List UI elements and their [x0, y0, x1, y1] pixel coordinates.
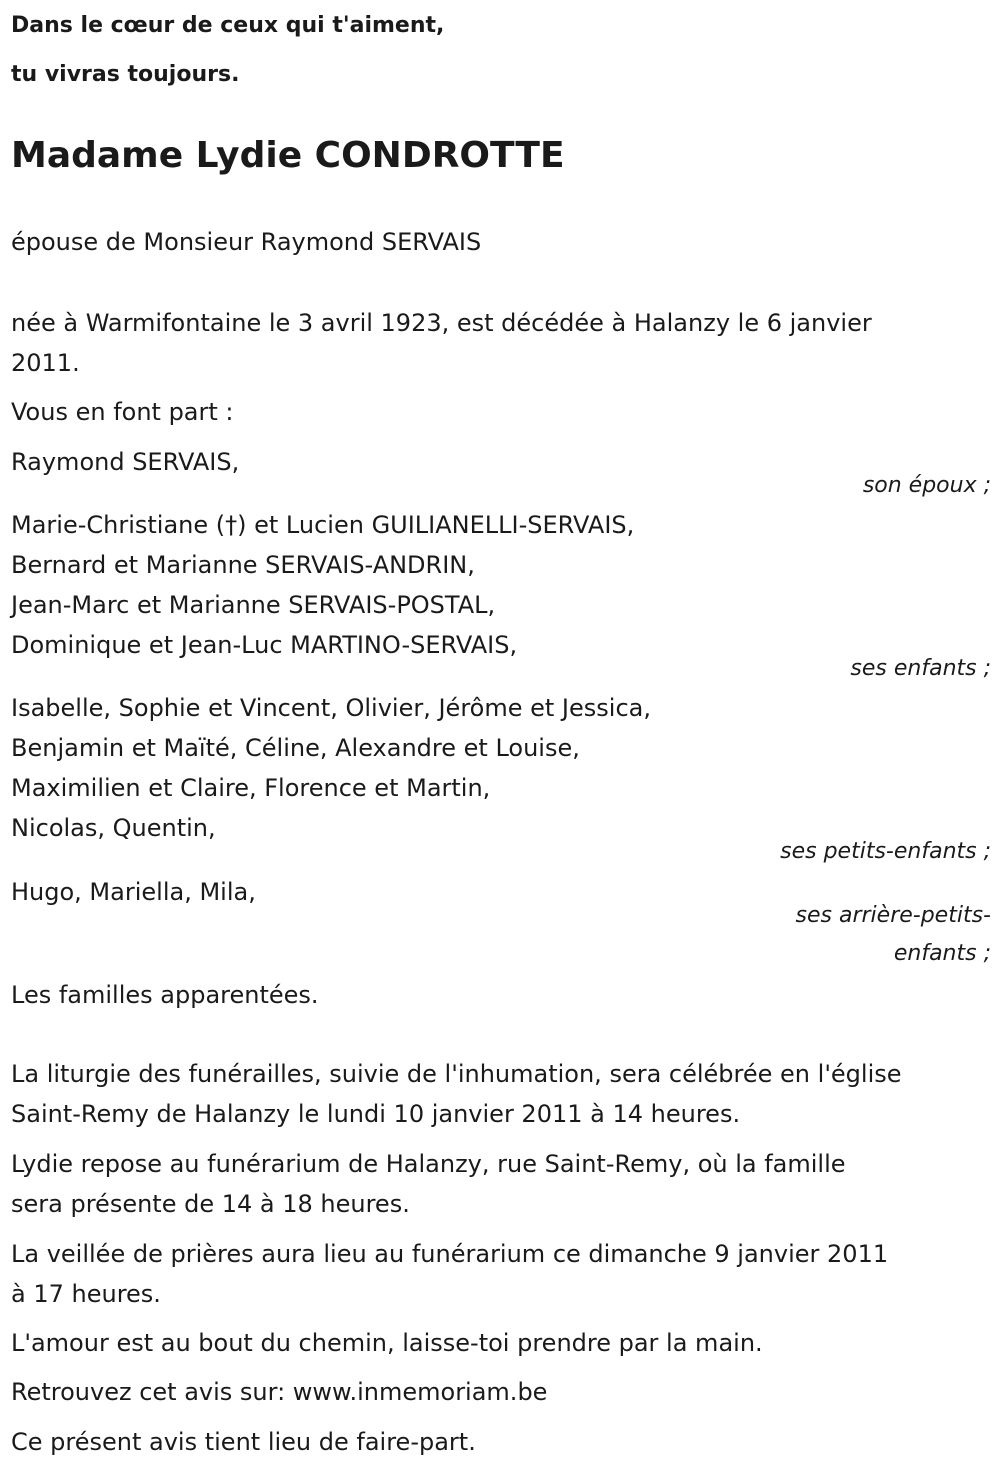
spouse-role: son époux ; [862, 473, 991, 498]
great-grandchildren-role-line-2: enfants ; [893, 941, 991, 966]
child-line: Marie-Christiane (†) et Lucien GUILIANELLI-SERVAIS, [11, 511, 635, 539]
repose-line-2: sera présente de 14 à 18 heures. [11, 1190, 410, 1218]
vigil-line-2: à 17 heures. [11, 1280, 161, 1308]
deceased-name: Madame Lydie CONDROTTE [11, 135, 565, 176]
website-line: Retrouvez cet avis sur: www.inmemoriam.be [11, 1378, 548, 1406]
spouse-name: Raymond SERVAIS, [11, 448, 240, 476]
great-grandchildren-role-line-1: ses arrière-petits- [795, 903, 991, 928]
quote-line-1: Dans le cœur de ceux qui t'aiment, [11, 13, 445, 38]
grandchild-line: Benjamin et Maïté, Céline, Alexandre et Louise, [11, 734, 580, 762]
grandchild-line: Isabelle, Sophie et Vincent, Olivier, Jérôme et Jessica, [11, 694, 651, 722]
grandchildren-role: ses petits-enfants ; [780, 839, 991, 864]
families-line: Les familles apparentées. [11, 981, 319, 1009]
birth-death-line-2: 2011. [11, 349, 80, 377]
spouse-line: épouse de Monsieur Raymond SERVAIS [11, 228, 482, 256]
closing-quote: L'amour est au bout du chemin, laisse-toi prendre par la main. [11, 1329, 763, 1357]
birth-death-line-1: née à Warmifontaine le 3 avril 1923, est décédée à Halanzy le 6 janvier [11, 309, 872, 337]
grandchild-line: Nicolas, Quentin, [11, 814, 216, 842]
grandchild-line: Maximilien et Claire, Florence et Martin, [11, 774, 491, 802]
announce-line: Vous en font part : [11, 398, 234, 426]
child-line: Bernard et Marianne SERVAIS-ANDRIN, [11, 551, 475, 579]
child-line: Dominique et Jean-Luc MARTINO-SERVAIS, [11, 631, 518, 659]
great-grandchildren-names: Hugo, Mariella, Mila, [11, 878, 256, 906]
repose-line-1: Lydie repose au funérarium de Halanzy, rue Saint-Remy, où la famille [11, 1150, 846, 1178]
quote-line-2: tu vivras toujours. [11, 62, 240, 87]
liturgy-line-1: La liturgie des funérailles, suivie de l'inhumation, sera célébrée en l'église [11, 1060, 902, 1088]
vigil-line-1: La veillée de prières aura lieu au funérarium ce dimanche 9 janvier 2011 [11, 1240, 889, 1268]
notice-line: Ce présent avis tient lieu de faire-part. [11, 1428, 476, 1456]
children-role: ses enfants ; [850, 656, 991, 681]
liturgy-line-2: Saint-Remy de Halanzy le lundi 10 janvier 2011 à 14 heures. [11, 1100, 741, 1128]
child-line: Jean-Marc et Marianne SERVAIS-POSTAL, [11, 591, 496, 619]
